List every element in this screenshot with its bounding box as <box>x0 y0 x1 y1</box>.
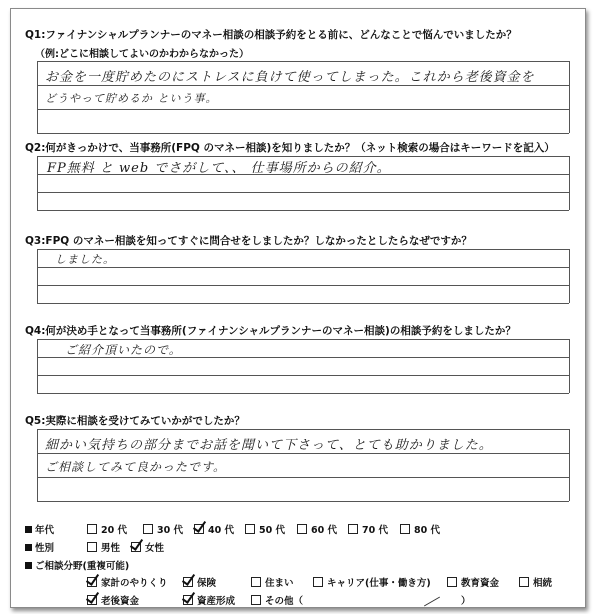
consult-option-other[interactable]: その他（ <box>251 593 303 607</box>
consult-option-inheritance[interactable]: 相続 <box>519 575 552 589</box>
age-option-60[interactable]: 60 代 <box>297 522 337 536</box>
consult-option-housing[interactable]: 住まい <box>251 575 294 589</box>
gender-label: 性別 <box>25 540 54 554</box>
q2-answer-area <box>37 156 569 211</box>
consult-option-education[interactable]: 教育資金 <box>447 575 499 589</box>
q1-example: （例:どこに相談してよいのかわからなかった） <box>35 49 249 60</box>
q2-answer-line-1: FP無料 と web でさがして、、 仕事場所からの紹介。 <box>47 161 391 176</box>
q5-answer-area <box>37 429 569 502</box>
consult-option-asset[interactable]: 資産形成 <box>183 593 235 607</box>
consult-option-career[interactable]: キャリア(仕事・働き方) <box>313 575 431 589</box>
q3-answer-area <box>37 249 569 304</box>
q1-answer-line-1: お金を一度貯めたのにストレスに負けて使ってしまった。これから老後資金を <box>45 70 535 85</box>
q1-answer-line-2: どうやって貯めるか という事。 <box>45 92 218 105</box>
survey-sheet <box>10 8 586 608</box>
q1-question: Q1:ファイナンシャルプランナーのマネー相談の相談予約をとる前に、どんなことで悩んでいましたか？ <box>25 29 517 41</box>
age-option-20[interactable]: 20 代 <box>87 522 127 536</box>
q4-question: Q4:何が決め手となって当事務所(ファイナンシャルプランナーのマネー相談)の相談予約をしましたか？ <box>25 325 516 337</box>
gender-option-female[interactable]: 女性 <box>131 540 164 554</box>
age-option-50[interactable]: 50 代 <box>245 522 285 536</box>
consult-option-household[interactable]: 家計のやりくり <box>87 575 168 589</box>
gender-option-male[interactable]: 男性 <box>87 540 120 554</box>
q4-answer-area <box>37 339 569 394</box>
consult-option-insurance[interactable]: 保険 <box>183 575 216 589</box>
q1-answer-area <box>37 61 569 134</box>
consult-option-retirement[interactable]: 老後資金 <box>87 593 139 607</box>
age-label: 年代 <box>25 522 54 536</box>
q5-answer-line-1: 細かい気持ちの部分までお話を聞いて下さって、とても助かりました。 <box>45 438 493 453</box>
pen-stroke <box>424 597 440 607</box>
age-option-80[interactable]: 80 代 <box>400 522 440 536</box>
age-option-40[interactable]: 40 代 <box>194 522 234 536</box>
q4-answer-line-1: ご紹介頂いたので。 <box>65 343 182 357</box>
age-option-30[interactable]: 30 代 <box>143 522 183 536</box>
q5-answer-line-2: ご相談してみて良かったです。 <box>45 460 227 474</box>
age-option-70[interactable]: 70 代 <box>348 522 388 536</box>
q5-question: Q5:実際に相談を受けてみていかがでしたか？ <box>25 415 245 427</box>
q3-answer-line-1: しました。 <box>55 253 115 266</box>
consult-other-close-paren: ） <box>461 596 471 607</box>
consult-label: ご相談分野(重複可能) <box>25 558 129 572</box>
q3-question: Q3:FPQ のマネー相談を知ってすぐに問合せをしましたか？しなかったとしたらなぜですか？ <box>25 235 472 247</box>
q2-question: Q2:何がきっかけで、当事務所(FPQ のマネー相談)を知りましたか？（ネット検索の場合はキーワードを記入） <box>25 142 555 154</box>
